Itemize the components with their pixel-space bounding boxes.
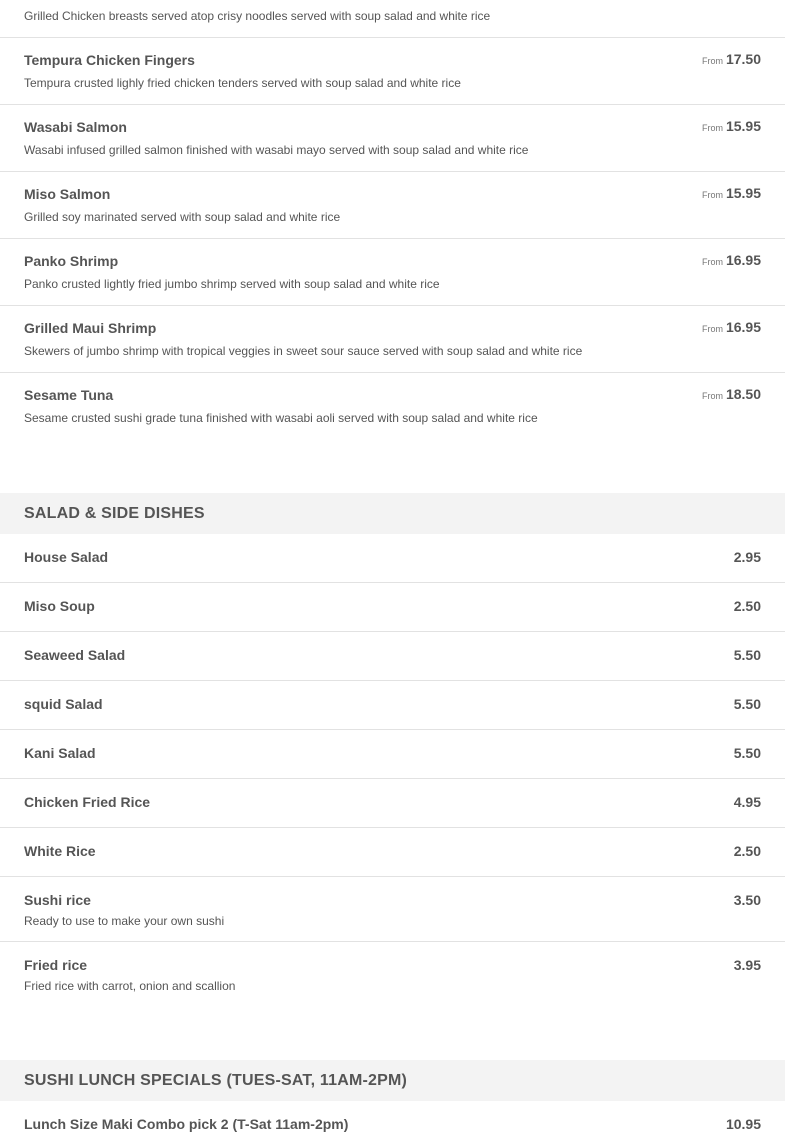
item-description: Ready to use to make your own sushi [24, 914, 225, 928]
price-value: 17.50 [725, 51, 761, 67]
item-price [702, 386, 761, 402]
price-value: 18.50 [725, 386, 761, 402]
item-name: Fried rice [24, 957, 88, 973]
menu-item-squid-salad[interactable] [0, 681, 785, 730]
item-price: 5.50 [733, 647, 761, 663]
item-price [702, 118, 761, 134]
item-price: 3.50 [733, 892, 761, 908]
price-value: 16.95 [725, 319, 761, 335]
item-description: Sesame crusted sushi grade tuna finished with wasabi aoli served with soup salad and white rice [24, 411, 538, 425]
item-name: Miso Salmon [24, 186, 111, 202]
menu-item-sesame-tuna[interactable] [0, 373, 785, 440]
menu-item-sushi-rice[interactable] [0, 877, 785, 942]
item-price: 5.50 [733, 745, 761, 761]
item-price: 10.95 [725, 1116, 761, 1132]
price-value: 15.95 [725, 118, 761, 134]
menu-item-wasabi-salmon[interactable] [0, 105, 785, 172]
item-price: 2.50 [733, 598, 761, 614]
price-from-label: From [701, 257, 723, 267]
item-name: Panko Shrimp [24, 253, 119, 269]
item-name: Seaweed Salad [24, 647, 126, 663]
item-name: squid Salad [24, 696, 103, 712]
menu-item-chicken-fried-rice[interactable] [0, 779, 785, 828]
item-price [702, 252, 761, 268]
section-spacer [0, 1007, 785, 1060]
item-price [702, 185, 761, 201]
price-from-label: From [701, 56, 723, 66]
item-description: Panko crusted lightly fried jumbo shrimp served with soup salad and white rice [24, 277, 440, 291]
item-price: 4.95 [733, 794, 761, 810]
item-name: Sesame Tuna [24, 387, 114, 403]
menu-item-white-rice[interactable] [0, 828, 785, 877]
item-name: House Salad [24, 549, 109, 565]
item-name: Chicken Fried Rice [24, 794, 151, 810]
menu-item-house-salad[interactable] [0, 534, 785, 583]
item-name: Kani Salad [24, 745, 96, 761]
menu-item-miso-soup[interactable] [0, 583, 785, 632]
item-description: Wasabi infused grilled salmon finished with wasabi mayo served with soup salad and white rice [24, 143, 529, 157]
item-name: White Rice [24, 843, 96, 859]
item-name: Grilled Maui Shrimp [24, 320, 157, 336]
section-title: SUSHI LUNCH SPECIALS (TUES-SAT, 11AM-2PM) [24, 1072, 408, 1089]
item-price: 5.50 [733, 696, 761, 712]
item-description: Fried rice with carrot, onion and scallion [24, 979, 236, 993]
menu-item-fried-rice[interactable] [0, 942, 785, 1007]
section-spacer [0, 440, 785, 493]
menu-item-grilled-maui-shrimp[interactable] [0, 306, 785, 373]
item-price: 2.95 [733, 549, 761, 565]
price-from-label: From [701, 391, 723, 401]
menu-item-lunch-size-maki-combo[interactable] [0, 1101, 785, 1131]
item-description: Skewers of jumbo shrimp with tropical veggies in sweet sour sauce served with soup salad and white rice [24, 344, 583, 358]
item-name: Miso Soup [24, 598, 95, 614]
item-description: Tempura crusted lighly fried chicken tenders served with soup salad and white rice [24, 76, 461, 90]
item-price: 2.50 [733, 843, 761, 859]
item-description: Grilled Chicken breasts served atop crisy noodles served with soup salad and white rice [24, 9, 491, 23]
item-name: Sushi rice [24, 892, 91, 908]
menu-item-partial[interactable] [0, 0, 785, 38]
section-header-salad-side-dishes [0, 493, 785, 534]
item-price [702, 51, 761, 67]
item-price: 3.95 [733, 957, 761, 973]
item-name: Wasabi Salmon [24, 119, 127, 135]
section-title: SALAD & SIDE DISHES [24, 505, 205, 522]
price-value: 15.95 [725, 185, 761, 201]
price-from-label: From [701, 324, 723, 334]
menu-item-tempura-chicken-fingers[interactable] [0, 38, 785, 105]
item-description: Grilled soy marinated served with soup salad and white rice [24, 210, 341, 224]
section-header-sushi-lunch-specials [0, 1060, 785, 1101]
price-from-label: From [701, 123, 723, 133]
menu-item-panko-shrimp[interactable] [0, 239, 785, 306]
price-from-label: From [701, 190, 723, 200]
price-value: 16.95 [725, 252, 761, 268]
item-name: Lunch Size Maki Combo pick 2 (T-Sat 11am-2pm) [24, 1116, 349, 1132]
menu-item-kani-salad[interactable] [0, 730, 785, 779]
menu-item-miso-salmon[interactable] [0, 172, 785, 239]
item-price [702, 319, 761, 335]
menu-item-seaweed-salad[interactable] [0, 632, 785, 681]
item-name: Tempura Chicken Fingers [24, 52, 195, 68]
